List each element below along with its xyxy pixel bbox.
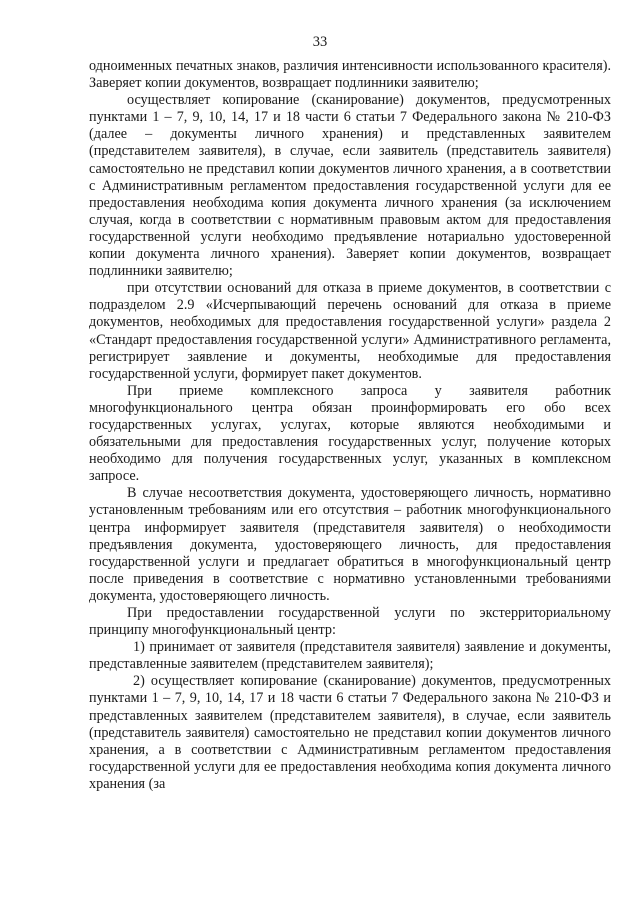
paragraph-6: При предоставлении государственной услуги по экстерриториальному принципу многофункциональный центр:: [89, 605, 611, 639]
paragraph-3: при отсутствии оснований для отказа в приеме документов, в соответствии с подразделом 2.9 «Исчерпывающий перечень оснований для отказа в приеме документов, необходимых для предоставления государственной услуги» раздела 2 «Стандарт предоставления государственной услуги» Административного регламента, регистрирует заявление и документы, необходимые для предоставления государственной услуги, формирует пакет документов.: [89, 280, 611, 382]
document-body: [89, 58, 611, 793]
list-item-1: 1) принимает от заявителя (представителя заявителя) заявление и документы, представленные заявителем (представителем заявителя);: [89, 639, 611, 673]
paragraph-2: осуществляет копирование (сканирование) документов, предусмотренных пунктами 1 – 7, 9, 10, 14, 17 и 18 части 6 статьи 7 Федерального закона № 210-ФЗ (далее – документы личного хранения) и представленных заявителем (представителем заявителя), в случае, если заявитель (представитель заявителя) самостоятельно не представил копии документов личного хранения, а в соответствии с Административным регламентом предоставления государственной услуги для ее предоставления необходима копия документа личного хранения (за исключением случая, когда в соответствии с нормативным правовым актом для предоставления государственной услуги необходимо предъявление нотариально удостоверенной копии документа личного хранения). Заверяет копии документов, возвращает подлинники заявителю;: [89, 92, 611, 280]
page-number: 33: [312, 34, 328, 50]
paragraph-1: одноименных печатных знаков, различия интенсивности использованного красителя). Заверяет копии документов, возвращает подлинники заявителю;: [89, 58, 611, 92]
paragraph-5: В случае несоответствия документа, удостоверяющего личность, нормативно установленным требованиям или его отсутствия – работник многофункционального центра информирует заявителя (представителя заявителя) о необходимости предъявления документа, удостоверяющего личность, для предоставления государственной услуги и предлагает обратиться в многофункциональный центр после приведения в соответствие с нормативно установленными требованиями документа, удостоверяющего личность.: [89, 485, 611, 604]
paragraph-4: При приеме комплексного запроса у заявителя работник многофункционального центра обязан проинформировать его обо всех государственных услугах, услугах, которые являются необходимыми и обязательными для предоставления государственных услуг, получение которых необходимо для получения государственных услуг, указанных в комплексном запросе.: [89, 382, 611, 485]
list-item-2: 2) осуществляет копирование (сканирование) документов, предусмотренных пунктами 1 – 7, 9, 10, 14, 17 и 18 части 6 статьи 7 Федерального закона № 210-ФЗ и представленных заявителем (представителем заявителя), в случае, если заявитель (представитель заявителя) самостоятельно не представил копии документов личного хранения, а в соответствии с Административным регламентом предоставления государственной услуги для ее предоставления необходима копия документа личного хранения (за: [89, 673, 611, 792]
